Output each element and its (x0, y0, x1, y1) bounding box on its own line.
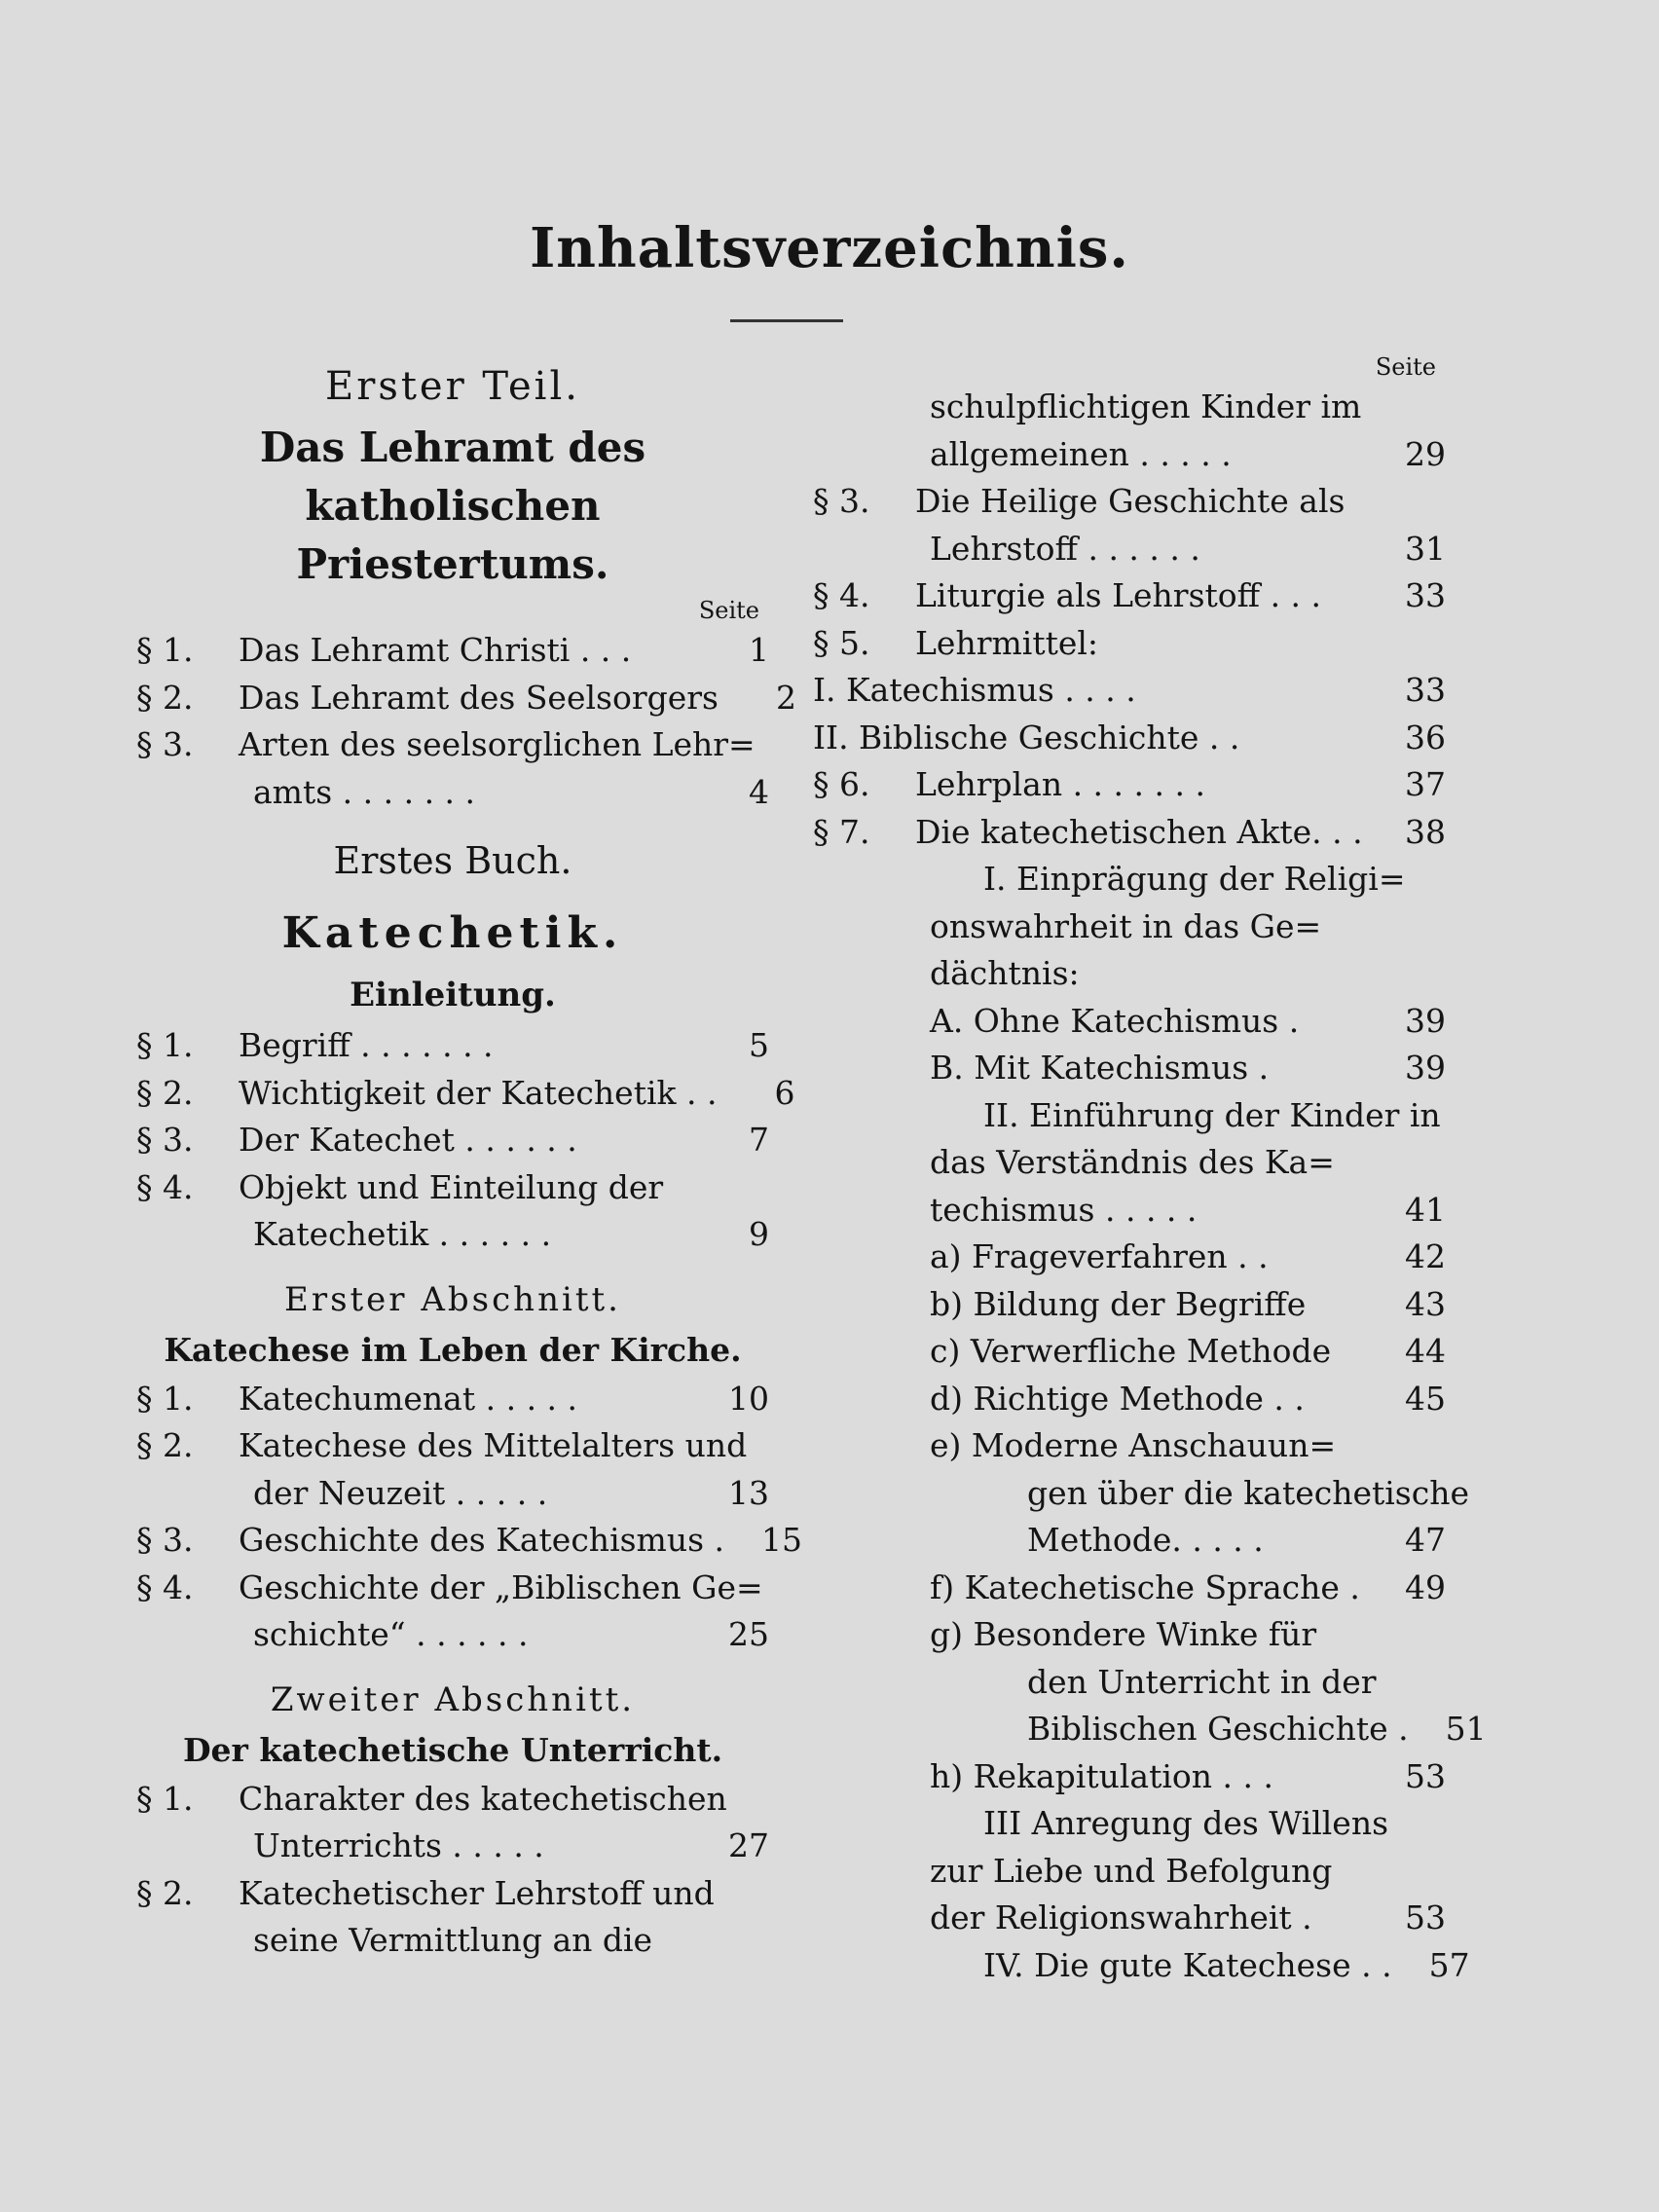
toc-entry-number: § 2. (136, 1426, 194, 1464)
toc-entry (813, 1611, 1446, 1659)
toc-entry (813, 478, 1446, 526)
toc-entry-page: 38 (1405, 812, 1446, 851)
toc-entry (136, 1022, 769, 1070)
toc-entry-text: Die Heilige Geschichte als (915, 482, 1346, 520)
toc-entry (813, 856, 1446, 903)
toc-entry-text: d) Richtige Methode . . (930, 1379, 1305, 1418)
toc-entry (813, 1517, 1446, 1565)
toc-entry-text: Geschichte des Katechismus . (239, 1521, 725, 1559)
toc-entry-number (813, 1422, 930, 1470)
toc-entry-number (813, 1611, 930, 1659)
toc-entry-number (813, 1328, 930, 1376)
toc-entry (813, 431, 1446, 479)
toc-entry-number (136, 769, 253, 817)
toc-entry (813, 1706, 1487, 1753)
toc-entry-number (813, 1706, 1027, 1753)
toc-entry-page (1368, 620, 1446, 668)
toc-entry-text: IV. Die gute Katechese . . (983, 1945, 1392, 1984)
toc-entry (136, 1470, 769, 1518)
toc-entry-number (813, 1187, 930, 1235)
toc-group-lehramt (136, 627, 796, 816)
toc-entry (813, 1187, 1446, 1235)
toc-entry-text: Charakter des katechetischen (239, 1779, 727, 1818)
toc-entry-page: 5 (749, 1026, 769, 1064)
toc-group-einleitung (136, 1022, 795, 1259)
part-title-line-2: Priestertums. (296, 540, 609, 588)
page-column-label-right: Seite (1375, 353, 1436, 381)
toc-entry (813, 1942, 1470, 1990)
toc-entry-page (1469, 1470, 1547, 1518)
toc-entry-page (1388, 1800, 1466, 1848)
toc-entry (813, 950, 1446, 998)
page-title: Inhaltsverzeichnis. (530, 216, 1129, 280)
toc-entry-text: b) Bildung der Begriffe (930, 1284, 1307, 1323)
toc-entry-number (813, 1753, 930, 1801)
toc-entry-text: Katechetik . . . . . . (253, 1215, 552, 1253)
toc-entry-text: Wichtigkeit der Katechetik . . (239, 1073, 718, 1112)
toc-entry (813, 667, 1446, 715)
toc-entry-page: 15 (761, 1521, 803, 1559)
toc-entry-text: c) Verwerfliche Methode (930, 1332, 1332, 1370)
toc-entry-number (813, 1800, 983, 1848)
section-1-title: Katechese im Leben der Kirche. (164, 1330, 742, 1369)
toc-entry-text: h) Rekapitulation . . . (930, 1756, 1273, 1795)
toc-entry (813, 809, 1446, 857)
toc-entry-text: Lehrstoff . . . . . . (930, 529, 1200, 568)
toc-entry-number: § 7. (813, 812, 870, 851)
toc-entry-text: amts . . . . . . . (253, 772, 476, 811)
toc-entry (813, 903, 1446, 951)
toc-entry-page (1368, 1422, 1446, 1470)
toc-entry-page (1377, 1659, 1455, 1707)
toc-entry (813, 572, 1446, 620)
toc-entry-number (813, 1565, 930, 1612)
toc-entry-text: e) Moderne Anschauun= (930, 1426, 1337, 1464)
toc-entry-text: I. Katechismus . . . . (813, 671, 1136, 709)
section-1-heading: Erster Abschnitt. (284, 1279, 621, 1319)
toc-entry-number (813, 1470, 1027, 1518)
toc-entry (136, 1870, 769, 1918)
toc-entry-number (813, 998, 930, 1046)
toc-entry-page (691, 1164, 769, 1212)
toc-entry (813, 1800, 1446, 1848)
toc-entry-number (813, 1092, 983, 1140)
toc-entry-text: den Unterricht in der (1027, 1662, 1377, 1701)
toc-entry-number: § 6. (813, 765, 870, 803)
toc-entry-page: 4 (749, 772, 769, 811)
toc-entry (813, 1328, 1446, 1376)
toc-entry-number (813, 1848, 930, 1896)
toc-entry (136, 1565, 769, 1612)
toc-entry-number: § 4. (136, 1567, 194, 1606)
toc-entry (813, 1092, 1446, 1140)
toc-entry-number (813, 1376, 930, 1423)
toc-entry-page: 31 (1405, 529, 1446, 568)
toc-entry (136, 1117, 769, 1164)
page-column-label: Seite (698, 597, 759, 624)
toc-entry-text: f) Katechetische Sprache . (930, 1567, 1360, 1606)
toc-entry-page: 44 (1405, 1332, 1446, 1370)
toc-entry-number (813, 903, 930, 951)
toc-entry-text: Geschichte der „Biblischen Ge= (239, 1567, 763, 1606)
toc-entry (813, 1234, 1446, 1281)
toc-entry (136, 627, 769, 675)
toc-entry-text: II. Einführung der Kinder in (983, 1095, 1441, 1134)
toc-group-right (813, 384, 1487, 1989)
toc-entry-page (1368, 384, 1446, 431)
toc-entry-page: 53 (1405, 1756, 1446, 1795)
toc-entry-number (136, 1611, 253, 1659)
toc-entry-page (1441, 1092, 1519, 1140)
toc-entry-page (1368, 478, 1446, 526)
toc-entry (136, 1070, 795, 1118)
toc-entry-number (813, 1281, 930, 1329)
toc-entry-text: Biblischen Geschichte . (1027, 1710, 1409, 1748)
toc-entry-number: § 3. (136, 725, 194, 763)
toc-entry (813, 1565, 1446, 1612)
toc-entry-text: techismus . . . . . (930, 1190, 1198, 1229)
toc-entry-number: § 2. (136, 1873, 194, 1912)
toc-entry-number (813, 431, 930, 479)
toc-entry-text: der Neuzeit . . . . . (253, 1473, 548, 1512)
toc-entry-number: § 1. (136, 1026, 194, 1064)
toc-entry-page: 51 (1445, 1710, 1487, 1748)
toc-entry (813, 1470, 1470, 1518)
toc-entry-text: a) Frageverfahren . . (930, 1237, 1269, 1275)
toc-entry-text: A. Ohne Katechismus . (930, 1001, 1300, 1040)
toc-entry-text: g) Besondere Winke für (930, 1615, 1317, 1653)
toc-entry-number (136, 1917, 253, 1965)
toc-entry-page: 43 (1405, 1284, 1446, 1323)
toc-entry-text: Katechese des Mittelalters und (239, 1426, 748, 1464)
toc-entry-page: 13 (728, 1473, 769, 1512)
toc-entry-number (813, 526, 930, 573)
toc-entry-text: allgemeinen . . . . . (930, 434, 1232, 473)
toc-entry-text: Methode. . . . . (1027, 1521, 1264, 1559)
toc-entry-page: 7 (749, 1121, 769, 1159)
toc-entry-text: Arten des seelsorglichen Lehr= (239, 725, 756, 763)
toc-entry-text: dächtnis: (930, 954, 1080, 992)
right-column (813, 350, 1487, 1989)
toc-entry-page: 39 (1405, 1049, 1446, 1087)
toc-entry-text: gen über die katechetische (1027, 1473, 1470, 1512)
toc-group-section-2 (136, 1776, 769, 1965)
toc-entry-number: § 1. (136, 1379, 194, 1418)
toc-entry-number (813, 1942, 983, 1990)
toc-entry-text: schulpflichtigen Kinder im (930, 387, 1362, 425)
toc-entry (136, 1164, 769, 1212)
toc-entry-number: § 5. (813, 623, 870, 662)
toc-entry-text: I. Einprägung der Religi= (983, 860, 1406, 898)
toc-entry-number (813, 1234, 930, 1281)
toc-entry (136, 1517, 803, 1565)
toc-entry-number: § 1. (136, 1779, 194, 1818)
toc-entry (136, 1823, 769, 1870)
toc-entry-page (1368, 950, 1446, 998)
toc-entry-number (813, 950, 930, 998)
toc-group-section-1 (136, 1376, 803, 1659)
toc-entry-page (727, 1776, 805, 1824)
toc-entry-page (691, 1917, 769, 1965)
toc-entry-page: 9 (749, 1215, 769, 1253)
toc-entry-text: zur Liebe und Befolgung (930, 1851, 1333, 1890)
toc-entry-text: Der Katechet . . . . . . (239, 1121, 577, 1159)
toc-entry-page: 49 (1405, 1567, 1446, 1606)
toc-entry (136, 721, 769, 769)
toc-entry-text: der Religionswahrheit . (930, 1899, 1312, 1936)
toc-entry-page: 27 (728, 1826, 769, 1864)
toc-entry (136, 1422, 769, 1470)
toc-entry-number (136, 1470, 253, 1518)
toc-entry-text: seine Vermittlung an die (253, 1921, 653, 1959)
section-2-heading: Zweiter Abschnitt. (270, 1679, 636, 1719)
toc-entry-text: Katechetischer Lehrstoff und (239, 1873, 715, 1912)
toc-entry (813, 620, 1446, 668)
toc-entry (813, 715, 1446, 762)
toc-entry-page (1368, 1848, 1446, 1896)
toc-entry-text: Das Lehramt des Seelsorgers (239, 678, 719, 717)
toc-entry-number (813, 1659, 1027, 1707)
toc-entry-text: das Verständnis des Ka= (930, 1143, 1335, 1181)
toc-entry-page: 1 (749, 631, 769, 669)
toc-entry (813, 1139, 1446, 1187)
toc-entry-number: § 3. (136, 1121, 194, 1159)
toc-entry-text: Begriff . . . . . . . (239, 1026, 494, 1064)
toc-entry-number: § 1. (136, 631, 194, 669)
toc-entry-page (1405, 856, 1483, 903)
toc-entry (136, 769, 769, 817)
toc-entry (813, 761, 1446, 809)
toc-entry-page: 47 (1405, 1521, 1446, 1559)
toc-entry-page: 39 (1405, 1001, 1446, 1040)
toc-entry-text: B. Mit Katechismus . (930, 1049, 1270, 1087)
toc-entry-text: Das Lehramt Christi . . . (239, 631, 632, 669)
toc-entry (813, 526, 1446, 573)
toc-entry (136, 1611, 769, 1659)
toc-entry-text: Liturgie als Lehrstoff . . . (915, 576, 1322, 614)
title-rule (730, 319, 843, 322)
toc-entry-page: 33 (1405, 671, 1446, 709)
toc-entry (136, 1917, 769, 1965)
toc-entry-page: 29 (1405, 434, 1446, 473)
toc-entry-number (813, 1517, 1027, 1565)
toc-entry (136, 1376, 769, 1423)
toc-entry-text: Objekt und Einteilung der (239, 1167, 664, 1206)
toc-entry-number (813, 384, 930, 431)
toc-entry-number: § 2. (136, 1073, 194, 1112)
toc-entry (136, 675, 796, 722)
toc-entry-number (136, 1823, 253, 1870)
toc-entry-page (1368, 1611, 1446, 1659)
toc-entry-page: 6 (774, 1073, 795, 1112)
left-column (136, 350, 803, 1965)
toc-entry-text: Lehrplan . . . . . . . (915, 765, 1205, 803)
toc-entry-page: 33 (1405, 576, 1446, 614)
toc-entry-page (1368, 1139, 1446, 1187)
section-2-title: Der katechetische Unterricht. (182, 1730, 723, 1769)
toc-entry (813, 998, 1446, 1046)
toc-entry (813, 1376, 1446, 1423)
toc-entry-text: onswahrheit in das Ge= (930, 906, 1322, 945)
toc-entry (136, 1211, 769, 1259)
toc-entry-text: Unterrichts . . . . . (253, 1826, 544, 1864)
toc-entry-page: 36 (1405, 718, 1446, 756)
toc-entry-number: § 4. (813, 576, 870, 614)
toc-entry-text: Katechumenat . . . . . (239, 1379, 578, 1418)
toc-entry-number: § 4. (136, 1167, 194, 1206)
toc-entry-number (136, 1211, 253, 1259)
toc-entry-page: 2 (776, 678, 796, 717)
toc-entry-number: § 3. (813, 482, 870, 520)
toc-entry-text: Lehrmittel: (915, 623, 1099, 662)
toc-entry-page: 25 (728, 1615, 769, 1653)
book-heading: Erstes Buch. (333, 839, 572, 882)
toc-entry (813, 1753, 1446, 1801)
toc-entry-page: 57 (1428, 1945, 1470, 1984)
toc-entry-page (715, 1870, 793, 1918)
toc-entry (813, 1848, 1446, 1896)
toc-entry-number (813, 1895, 930, 1942)
intro-heading: Einleitung. (350, 976, 556, 1014)
toc-entry (813, 1045, 1446, 1092)
toc-entry-page: 41 (1405, 1190, 1446, 1229)
toc-entry-page: 37 (1405, 765, 1446, 803)
toc-entry-page: 53 (1405, 1899, 1446, 1936)
toc-entry-page: 42 (1405, 1237, 1446, 1275)
toc-entry-text: Die katechetischen Akte. . . (915, 812, 1363, 851)
toc-entry-text: schichte“ . . . . . . (253, 1615, 529, 1653)
toc-entry (813, 1895, 1446, 1942)
toc-entry-text: III Anregung des Willens (983, 1804, 1389, 1842)
toc-entry-number: § 3. (136, 1521, 194, 1559)
toc-entry-number (813, 1045, 930, 1092)
toc-entry (813, 1422, 1446, 1470)
toc-entry (813, 1281, 1446, 1329)
toc-entry (813, 1659, 1446, 1707)
toc-entry-number (813, 1139, 930, 1187)
toc-entry-page (1368, 903, 1446, 951)
book-title: Katechetik. (281, 908, 624, 958)
toc-entry (136, 1776, 769, 1824)
toc-entry-page: 10 (728, 1379, 769, 1418)
part-heading: Erster Teil. (325, 364, 580, 409)
toc-entry-number: § 2. (136, 678, 194, 717)
toc-entry-page: 45 (1405, 1379, 1446, 1418)
part-title-line-1: Das Lehramt des katholischen (259, 424, 646, 530)
toc-entry-text: II. Biblische Geschichte . . (813, 718, 1240, 756)
toc-entry-number (813, 856, 983, 903)
toc-entry (813, 384, 1446, 431)
